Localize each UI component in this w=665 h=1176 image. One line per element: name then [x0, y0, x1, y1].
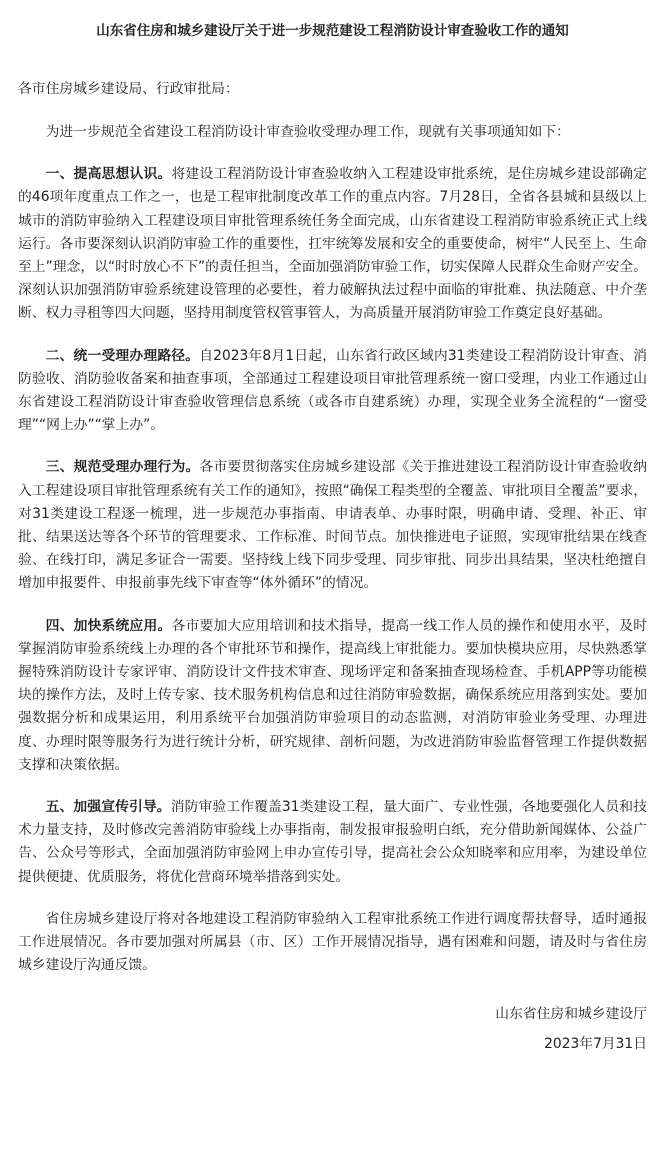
salutation: 各市住房城乡建设局、行政审批局：	[18, 81, 239, 97]
section-paragraph-2	[18, 345, 647, 438]
intro-paragraph: 为进一步规范全省建设工程消防设计审查验收受理办理工作，现就有关事项通知如下：	[45, 124, 570, 140]
section-body-2: 自2023年8月1日起，山东省行政区域内31类建设工程消防设计审查、消防验收、消防验收备案和抽查事项，全部通过工程建设项目审批管理系统一窗口受理，内业工作通过山东省建设工程消防设计审查验收管理信息系统（或各市自建系统）办理，实现全业务全流程的“一窗受理”“网上办”“掌上办”。	[18, 347, 647, 434]
section-paragraph-3	[18, 456, 647, 595]
section-body-5: 消防审验工作覆盖31类建设工程，量大面广、专业性强，各地要强化人员和技术力量支持，及时修改完善消防审验线上办事指南，制发报审报验明白纸，充分借助新闻媒体、公益广告、公众号等形式，全面加强消防审验网上申办宣传引导，提高社会公众知晓率和应用率，为建设单位提供便捷、优质服务，将优化营商环境举措落到实处。	[18, 799, 647, 885]
issue-date: 2023年7月31日	[544, 1035, 647, 1052]
section-paragraph-1	[18, 163, 647, 325]
document-title: 山东省住房和城乡建设厅关于进一步规范建设工程消防设计审查验收工作的通知	[96, 23, 569, 39]
section-paragraph-4	[18, 615, 647, 777]
issuer-signature: 山东省住房和城乡建设厅	[495, 1005, 647, 1022]
closing-paragraph: 省住房城乡建设厅将对各地建设工程消防审验纳入工程审批系统工作进行调度帮扶督导，适时通报工作进展情况。各市要加强对所属县（市、区）工作开展情况指导，遇有困难和问题，请及时与省住房城乡建设厅沟通反馈。	[18, 910, 647, 974]
section-paragraph-5	[18, 796, 647, 889]
section-body-3: 各市要贯彻落实住房城乡建设部《关于推进建设工程消防设计审查验收纳入工程建设项目审批管理系统有关工作的通知》，按照“确保工程类型的全覆盖、审批项目全覆盖”要求，对31类建设工程逐一梳理，进一步规范办事指南、申请表单、办事时限，明确申请、受理、补正、审批、结果送达等各个环节的管理要求、工作标准、时间节点。加快推进电子证照，实现审批结果在线查验、在线打印，满足多证合一需要。坚持线上线下同步受理、同步审批、同步出具结果，坚决杜绝擅自增加申报要件、申报前事先线下审查等“体外循环”的情况。	[18, 459, 648, 592]
section-heading-4: 四、加快系统应用。	[45, 617, 172, 634]
section-heading-2: 二、统一受理办理路径。	[45, 347, 200, 364]
section-body-4: 各市要加大应用培训和技术指导，提高一线工作人员的操作和使用水平，及时掌握消防审验系统线上办理的各个审批环节和操作，提高线上审批能力。要加快模块应用，尽快熟悉掌握特殊消防设计专家评审、消防设计文件技术审查、现场评定和备案抽查现场检查、手机APP等功能模块的操作方法，及时上传专家、技术服务机构信息和过往消防审验数据，确保系统应用落到实处。要加强数据分析和成果运用，利用系统平台加强消防审验项目的动态监测，对消防审验业务受理、办理进度、办理时限等服务行为进行统计分析，研究规律、剖析问题，为改进消防审验监督管理工作提供数据支撑和决策依据。	[18, 617, 648, 773]
section-heading-1: 一、提高思想认识。	[45, 166, 172, 183]
section-heading-5: 五、加强宣传引导。	[45, 799, 171, 816]
section-heading-3: 三、规范受理办理行为。	[45, 459, 200, 476]
section-body-1: 将建设工程消防设计审查验收纳入工程建设审批系统，是住房城乡建设部确定的46项年度重点工作之一，也是工程审批制度改革工作的重点内容。7月28日，全省各县城和县级以上城市的消防审验纳入工程建设项目审批管理系统任务全面完成，山东省建设工程消防审验系统正式上线运行。各市要深刻认识消防审验工作的重要性，扛牢统筹发展和安全的重要使命，树牢“人民至上、生命至上”理念，以“时时放心不下”的责任担当，全面加强消防审验工作，切实保障人民群众生命财产安全。深刻认识加强消防审验系统建设管理的必要性，着力破解执法过程中面临的审批难、执法随意、中介垄断、权力寻租等四大问题，坚持用制度管权管事管人，为高质量开展消防审验工作奠定良好基础。	[18, 166, 648, 322]
